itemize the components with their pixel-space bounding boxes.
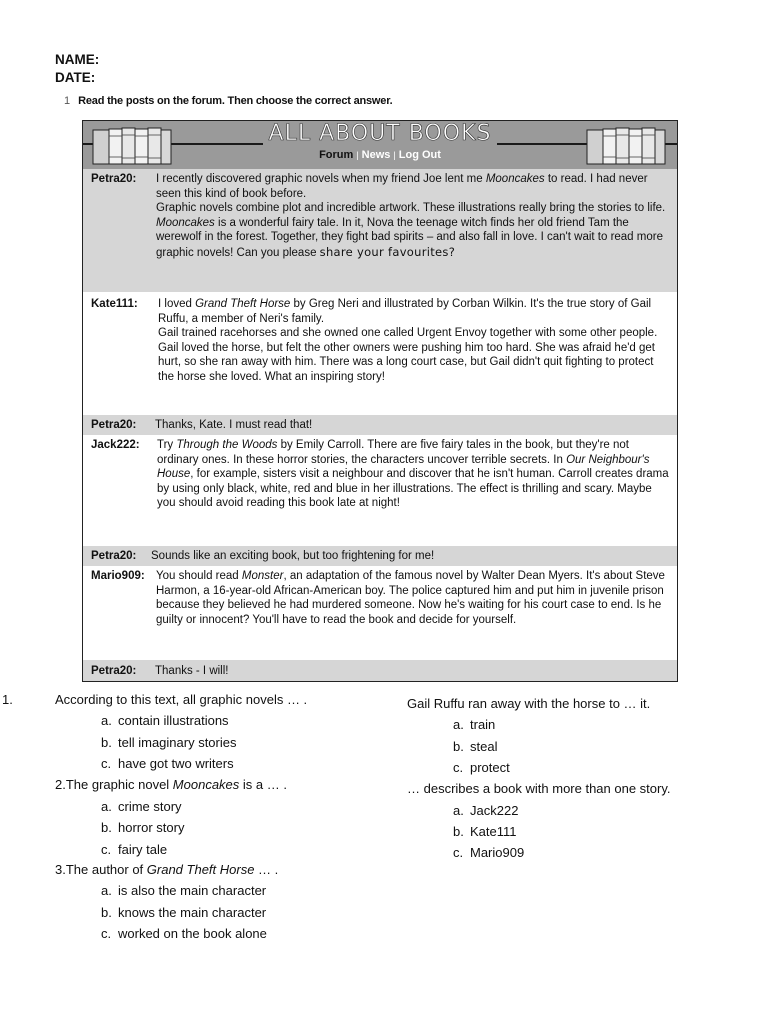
option-3b[interactable]: b. knows the main character [101, 905, 267, 920]
option-2b[interactable]: b. horror story [101, 820, 185, 835]
question-3: 3.The author of Grand Theft Horse … . [55, 862, 279, 877]
post-text: Thanks, Kate. I must read that! [155, 419, 313, 431]
question-1: According to this text, all graphic novels … . [55, 692, 308, 707]
option-3a[interactable]: a. is also the main character [101, 883, 267, 898]
question-2: 2.The graphic novel Mooncakes is a … . [55, 777, 287, 792]
name-label: NAME: [55, 52, 100, 67]
question-4: Gail Ruffu ran away with the horse to … it. [407, 696, 651, 711]
question-number: 1. [2, 692, 13, 707]
task-number: 1 [64, 95, 71, 107]
nav-forum-link[interactable]: Forum [319, 149, 354, 161]
forum-post [83, 435, 677, 546]
task-text: Read the posts on the forum. Then choose the correct answer. [78, 95, 393, 107]
forum-title: ALL ABOUT BOOKS [83, 121, 677, 146]
option-5a[interactable]: a. Jack222 [453, 803, 519, 818]
forum-post [83, 566, 677, 660]
post-username: Petra20: [91, 173, 137, 185]
option-2c[interactable]: c. fairy tale [101, 842, 168, 857]
forum-post [83, 660, 677, 681]
option-4a[interactable]: a. train [453, 717, 496, 732]
option-1a[interactable]: a. contain illustrations [101, 713, 229, 728]
nav-news-link[interactable]: News [361, 149, 391, 161]
post-username: Jack222: [91, 439, 140, 451]
post-text: Try Through the Woods by Emily Carroll. There are five fairy tales in the book, but they're not ordinary ones. In these horror stories, the characters uncover terrible secrets. In Our Neighbour's House, for example, sisters visit a neighbour and discover that he isn't human. Carroll creates drama by using only black, white, red and blue in her illustrations. The effect is thrilling and scary. Maybe you should avoid reading this book late at night! [157, 439, 669, 510]
option-3c[interactable]: c. worked on the book alone [101, 926, 267, 941]
forum-banner [83, 121, 677, 169]
option-2a[interactable]: a. crime story [101, 799, 182, 814]
post-username: Petra20: [91, 665, 137, 677]
post-username: Mario909: [91, 570, 145, 582]
forum-nav [83, 149, 677, 161]
option-4b[interactable]: b. steal [453, 739, 498, 754]
forum-post [83, 546, 677, 566]
task-instruction [64, 95, 393, 107]
forum-post [83, 292, 677, 415]
option-4c[interactable]: c. protect [453, 760, 510, 775]
forum-post [83, 169, 677, 292]
post-username: Kate111: [91, 298, 138, 310]
post-text: Thanks - I will! [155, 665, 229, 677]
post-text: I recently discovered graphic novels when my friend Joe lent me Mooncakes to read. I had never seen this kind of book before. Graphic novels combine plot and incredible artwork. These illustrations really bring the stories to life. Mooncakes is a wonderful fairy tale. In it, Nova the teenage witch finds her old friend Tam the werewolf in the forest. Together, they fight bad spirits – and also fall in love. I can't wait to read more graphic novels! Can you please share your favourites? [156, 173, 666, 259]
post-text: You should read Monster, an adaptation of the famous novel by Walter Dean Myers. It's about Steve Harmon, a 16-year-old African-American boy. The police captured him and put him in juvenile prison because they believed he had murdered someone. Now he's waiting for his court case to end. Is he guilty or innocent? You'll have to read the book and decide for yourself. [156, 570, 665, 626]
nav-separator: | [393, 150, 396, 160]
post-username: Petra20: [91, 419, 137, 431]
question-5: … describes a book with more than one story. [407, 781, 671, 796]
post-username: Petra20: [91, 550, 137, 562]
nav-logout-link[interactable]: Log Out [398, 149, 441, 161]
option-5b[interactable]: b. Kate111 [453, 824, 517, 839]
nav-separator: | [356, 150, 359, 160]
forum-panel [82, 120, 678, 682]
forum-post [83, 415, 677, 435]
post-text: I loved Grand Theft Horse by Greg Neri and illustrated by Corban Wilkin. It's the true story of Gail Ruffu, a member of Neri's family. Gail trained racehorses and she owned one called Urgent Envoy together with some other people. Gail loved the horse, but felt the other owners were pushing him too hard. She was afraid he'd get hurt, so she ran away with him. There was a long court case, but Gail didn't quit fighting to protect the horse she loved. What an inspiring story! [158, 298, 658, 383]
option-1b[interactable]: b. tell imaginary stories [101, 735, 237, 750]
option-5c[interactable]: c. Mario909 [453, 845, 525, 860]
post-text: Sounds like an exciting book, but too frightening for me! [151, 550, 435, 562]
date-label: DATE: [55, 70, 96, 85]
option-1c[interactable]: c. have got two writers [101, 756, 234, 771]
